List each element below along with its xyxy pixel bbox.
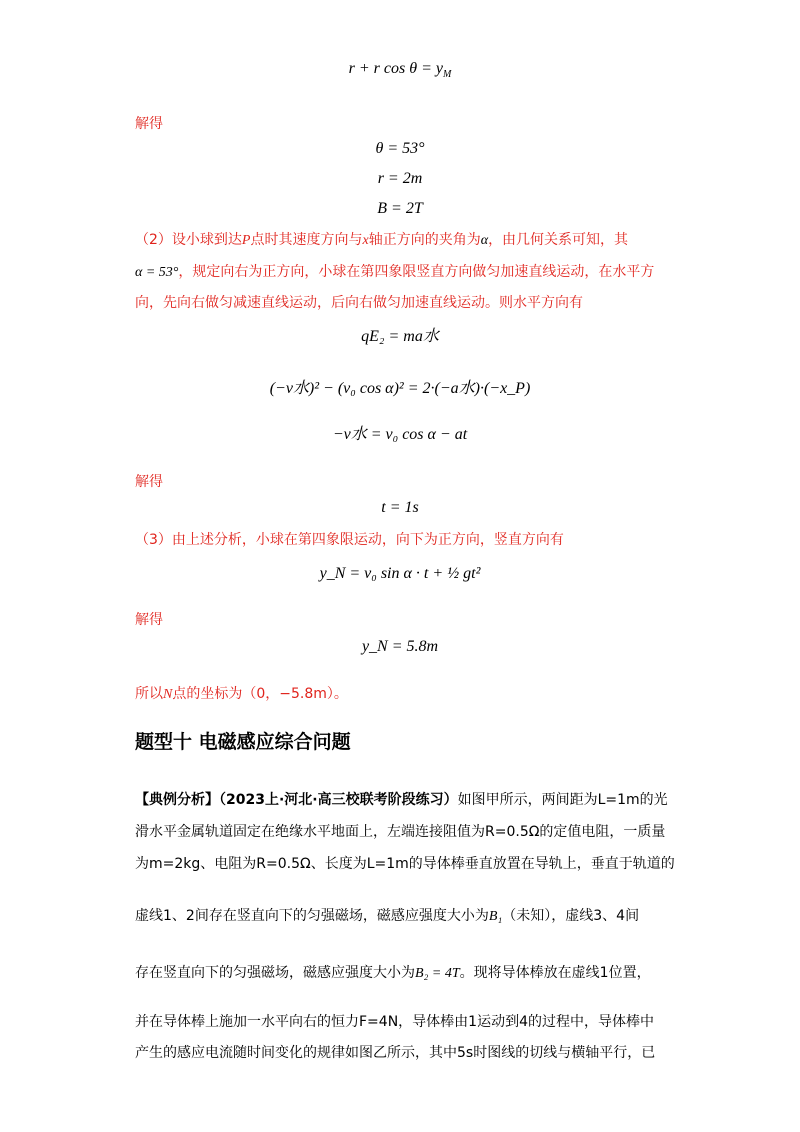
field-result: B = 2T — [377, 200, 423, 217]
solve-label-3: 解得 — [135, 612, 163, 628]
example-line5: 存在竖直向下的匀强磁场，磁感应强度大小为B₂ = 4T。现将导体棒放在虚线1位置， — [135, 965, 651, 981]
theta-result: θ = 53° — [375, 140, 425, 157]
solve-label-1: 解得 — [135, 116, 163, 132]
part3-line: （3）由上述分析，小球在第四象限运动，向下为正方向，竖直方向有 — [135, 532, 564, 548]
example-line2: 滑水平金属轨道固定在绝缘水平地面上，左端连接阻值为R=0.5Ω的定值电阻，一质量 — [135, 824, 666, 840]
equation-velocity: −v水 = v₀ cos α − at — [332, 426, 468, 443]
example-line1: 【典例分析】（2023上·河北·高三校联考阶段练习）如图甲所示，两间距为L=1m的光 — [135, 792, 668, 808]
example-line6: 并在导体棒上施加一水平向右的恒力F=4N，导体棒由1运动到4的过程中，导体棒中 — [135, 1014, 654, 1030]
section-heading: 题型十 电磁感应综合问题 — [135, 731, 351, 753]
solve-label-2: 解得 — [135, 474, 163, 490]
conclusion: 所以N点的坐标为（0，−5.8m）。 — [135, 686, 348, 702]
example-line3: 为m=2kg、电阻为R=0.5Ω、长度为L=1m的导体棒垂直放置在导轨上，垂直于轨道的 — [135, 856, 675, 872]
radius-result: r = 2m — [377, 170, 423, 187]
time-result: t = 1s — [381, 499, 419, 516]
part2-line1: （2）设小球到达P点时其速度方向与x轴正方向的夹角为α，由几何关系可知，其 — [135, 232, 629, 248]
equation-yN: y_N = v₀ sin α · t + ½ gt² — [319, 565, 481, 582]
equation-qE: qE₂ = ma水 — [361, 328, 439, 345]
part2-line2: α = 53°，规定向右为正方向，小球在第四象限竖直方向做匀加速直线运动，在水平方 — [135, 264, 655, 280]
example-line7: 产生的感应电流随时间变化的规律如图乙所示，其中5s时图线的切线与横轴平行，已 — [135, 1045, 656, 1061]
example-line4: 虚线1、2间存在竖直向下的匀强磁场，磁感应强度大小为B₁（未知），虚线3、4间 — [135, 908, 640, 924]
part2-line3: 向，先向右做匀减速直线运动，后向右做匀加速直线运动。则水平方向有 — [135, 295, 583, 311]
yN-result: y_N = 5.8m — [361, 638, 439, 655]
equation-velocity-squared: (−v水)² − (v₀ cos α)² = 2·(−a水)·(−x_P) — [269, 380, 531, 397]
equation-geometry: r + r $\cos \theta = y_M$ — [348, 60, 452, 81]
